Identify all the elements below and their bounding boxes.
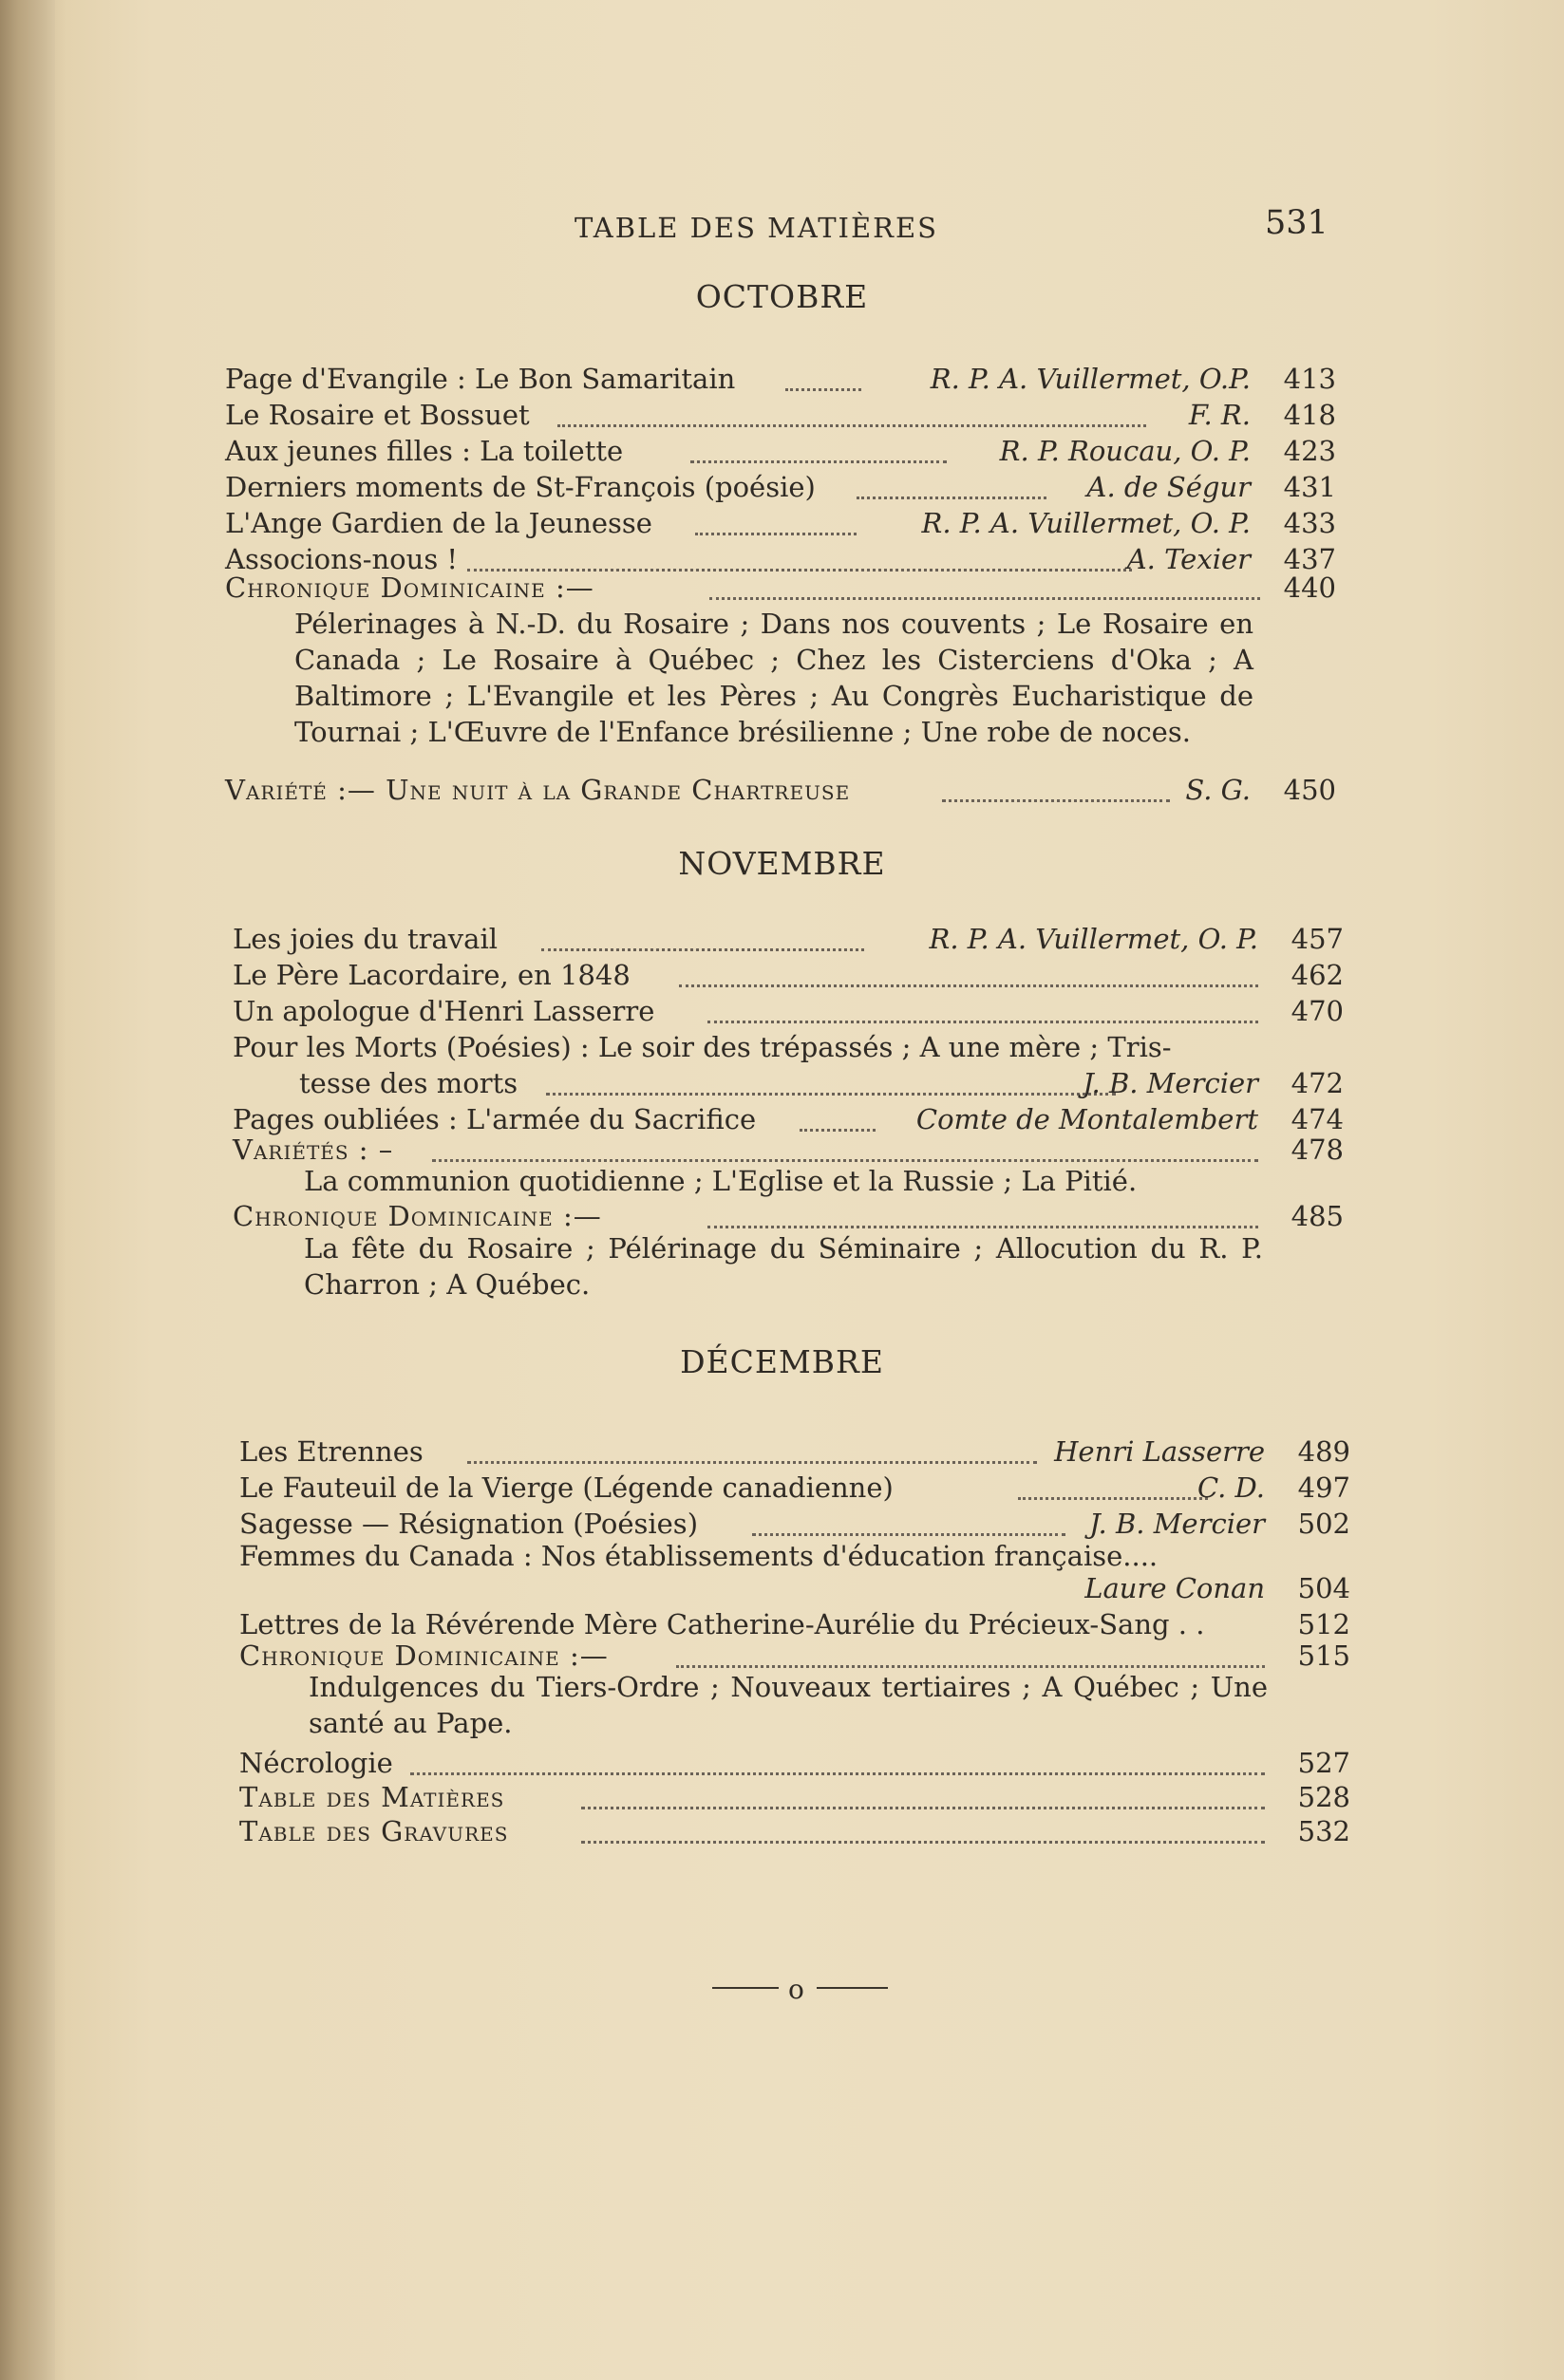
entry-page: 497 <box>1297 1471 1350 1504</box>
dot-leader <box>541 912 864 951</box>
entry-title: Derniers moments de St-François (poésie) <box>225 471 816 503</box>
entry-title: Femmes du Canada : Nos établissements d'éducation française.... <box>239 1540 1159 1572</box>
toc-entry-line <box>239 1538 1350 1574</box>
entry-title: Pour les Morts (Poésies) : Le soir des trépassés ; A une mère ; Tris- <box>233 1031 1172 1063</box>
dot-leader <box>581 1771 1265 1809</box>
month-heading-octobre: OCTOBRE <box>695 278 869 315</box>
dot-leader <box>410 1736 1265 1775</box>
entry-page: 423 <box>1283 435 1336 467</box>
entry-title: Les joies du travail <box>233 923 498 955</box>
entry-author: R. P. A. Vuillermet, O. P. <box>921 507 1251 539</box>
page-number: 531 <box>1265 204 1328 242</box>
entry-author: R. P. A. Vuillermet, O.P. <box>930 363 1251 395</box>
entry-page: 437 <box>1283 543 1336 575</box>
entry-page: 450 <box>1283 774 1336 806</box>
entry-author: C. D. <box>1197 1471 1265 1504</box>
varietes-contents: La communion quotidienne ; L'Eglise et la Russie ; La Pitié. <box>304 1165 1138 1197</box>
toc-entry-variete <box>225 772 1336 808</box>
chronique-contents: Indulgences du Tiers-Ordre ; Nouveaux tertiaires ; A Québec ; Une santé au Pape. <box>309 1671 1268 1739</box>
entry-author: F. R. <box>1188 399 1251 431</box>
chronique-contents: Pélerinages à N.-D. du Rosaire ; Dans nos couvents ; Le Rosaire en Canada ; Le Rosaire à Québec ; Chez les Cisterciens d'Oka ; A Baltimore ; L'Evangile et les Pères ; Au Congrès Eucharistique de Tournai ; L'Œuvre de l'Enfance brésilienne ; Une robe de noces. <box>294 608 1253 748</box>
entry-title: Sagesse — Résignation (Poésies) <box>239 1508 699 1540</box>
entry-title: Lettres de la Révérende Mère Catherine-Aurélie du Précieux-Sang . . <box>239 1608 1205 1640</box>
entry-title: Les Etrennes <box>239 1435 424 1468</box>
entry-title: Page d'Evangile : Le Bon Samaritain <box>225 363 736 395</box>
entry-title: Chronique Dominicaine :— <box>239 1640 609 1672</box>
entry-author: R. P. Roucau, O. P. <box>999 435 1251 467</box>
dot-leader <box>857 460 1046 499</box>
entry-title: Variétés : – <box>233 1134 394 1166</box>
entry-title: Le Père Lacordaire, en 1848 <box>233 959 631 991</box>
dot-leader <box>690 424 947 463</box>
entry-page: 528 <box>1297 1781 1350 1813</box>
entry-title: L'Ange Gardien de la Jeunesse <box>225 507 652 539</box>
dot-leader <box>752 1497 1065 1536</box>
entry-author: A. de Ségur <box>1086 471 1251 503</box>
toc-entry <box>239 1570 1350 1606</box>
toc-entry <box>239 1813 1350 1849</box>
entry-title: Pages oubliées : L'armée du Sacrifice <box>233 1103 757 1135</box>
dot-leader <box>1018 1461 1208 1500</box>
entry-page: 462 <box>1291 959 1344 991</box>
entry-page: 504 <box>1297 1572 1350 1604</box>
dot-leader <box>546 1057 1116 1096</box>
entry-author: R. P. A. Vuillermet, O. P. <box>929 923 1258 955</box>
entry-title: Variété :— Une nuit à la Grande Chartreuse <box>225 774 851 806</box>
entry-title: Chronique Dominicaine :— <box>225 572 594 604</box>
entry-page: 527 <box>1297 1747 1350 1779</box>
entry-page: 478 <box>1291 1134 1344 1166</box>
dot-leader <box>679 948 1258 987</box>
entry-author: J. B. Mercier <box>1083 1067 1258 1099</box>
month-heading-novembre: NOVEMBRE <box>678 845 886 882</box>
toc-entry <box>233 993 1344 1029</box>
toc-entry-chronique <box>225 570 1336 606</box>
entry-page: 418 <box>1283 399 1336 431</box>
entry-page: 413 <box>1283 363 1336 395</box>
entry-page: 472 <box>1291 1067 1344 1099</box>
entry-author: S. G. <box>1185 774 1251 806</box>
dot-leader <box>581 1805 1265 1844</box>
entry-page: 457 <box>1291 923 1344 955</box>
entry-title: Le Rosaire et Bossuet <box>225 399 530 431</box>
entry-page: 440 <box>1283 572 1336 604</box>
entry-page: 474 <box>1291 1103 1344 1135</box>
toc-entry <box>239 1506 1350 1542</box>
running-title: TABLE DES MATIÈRES <box>575 212 939 244</box>
entry-title: Associons-nous ! <box>225 543 459 575</box>
entry-title: tesse des morts <box>299 1067 518 1099</box>
toc-entry <box>225 433 1336 469</box>
entry-page: 431 <box>1283 471 1336 503</box>
entry-title: Nécrologie <box>239 1747 393 1779</box>
dot-leader <box>467 1425 1037 1464</box>
entry-title: Un apologue d'Henri Lasserre <box>233 995 655 1027</box>
dot-leader <box>707 984 1258 1023</box>
footer-rule-right <box>817 1987 888 1989</box>
book-gutter <box>0 0 55 2380</box>
entry-title: Le Fauteuil de la Vierge (Légende canadienne) <box>239 1471 894 1504</box>
dot-leader <box>942 763 1170 802</box>
page-header <box>0 204 1564 261</box>
entry-page: 433 <box>1283 507 1336 539</box>
dot-leader <box>676 1629 1265 1668</box>
entry-page: 502 <box>1297 1508 1350 1540</box>
toc-entry-chronique <box>233 1198 1344 1234</box>
entry-author: Laure Conan <box>1084 1572 1265 1604</box>
entry-page: 515 <box>1297 1640 1350 1672</box>
entry-page: 532 <box>1297 1815 1350 1847</box>
entry-title: Table des Matières <box>239 1781 505 1813</box>
entry-page: 485 <box>1291 1200 1344 1232</box>
footer-ornament: o <box>788 1974 804 2005</box>
entry-author: Comte de Montalembert <box>915 1103 1258 1135</box>
entry-title: Chronique Dominicaine :— <box>233 1200 602 1232</box>
dot-leader <box>695 497 857 535</box>
dot-leader <box>707 1190 1258 1228</box>
entry-page: 470 <box>1291 995 1344 1027</box>
entry-author: Henri Lasserre <box>1054 1435 1265 1468</box>
dot-leader <box>557 388 1146 427</box>
entry-author: A. Texier <box>1126 543 1251 575</box>
footer-rule-left <box>712 1987 779 1989</box>
entry-page: 512 <box>1297 1608 1350 1640</box>
month-heading-decembre: DÉCEMBRE <box>680 1343 884 1380</box>
entry-author: J. B. Mercier <box>1089 1508 1265 1540</box>
dot-leader <box>785 352 861 391</box>
chronique-contents: La fête du Rosaire ; Pélérinage du Séminaire ; Allocution du R. P. Charron ; A Québec. <box>304 1232 1263 1301</box>
entry-title: Table des Gravures <box>239 1815 509 1847</box>
entry-page: 489 <box>1297 1435 1350 1468</box>
dot-leader <box>432 1123 1258 1162</box>
toc-entry <box>233 1065 1344 1101</box>
dot-leader <box>709 561 1260 600</box>
entry-title: Aux jeunes filles : La toilette <box>225 435 624 467</box>
